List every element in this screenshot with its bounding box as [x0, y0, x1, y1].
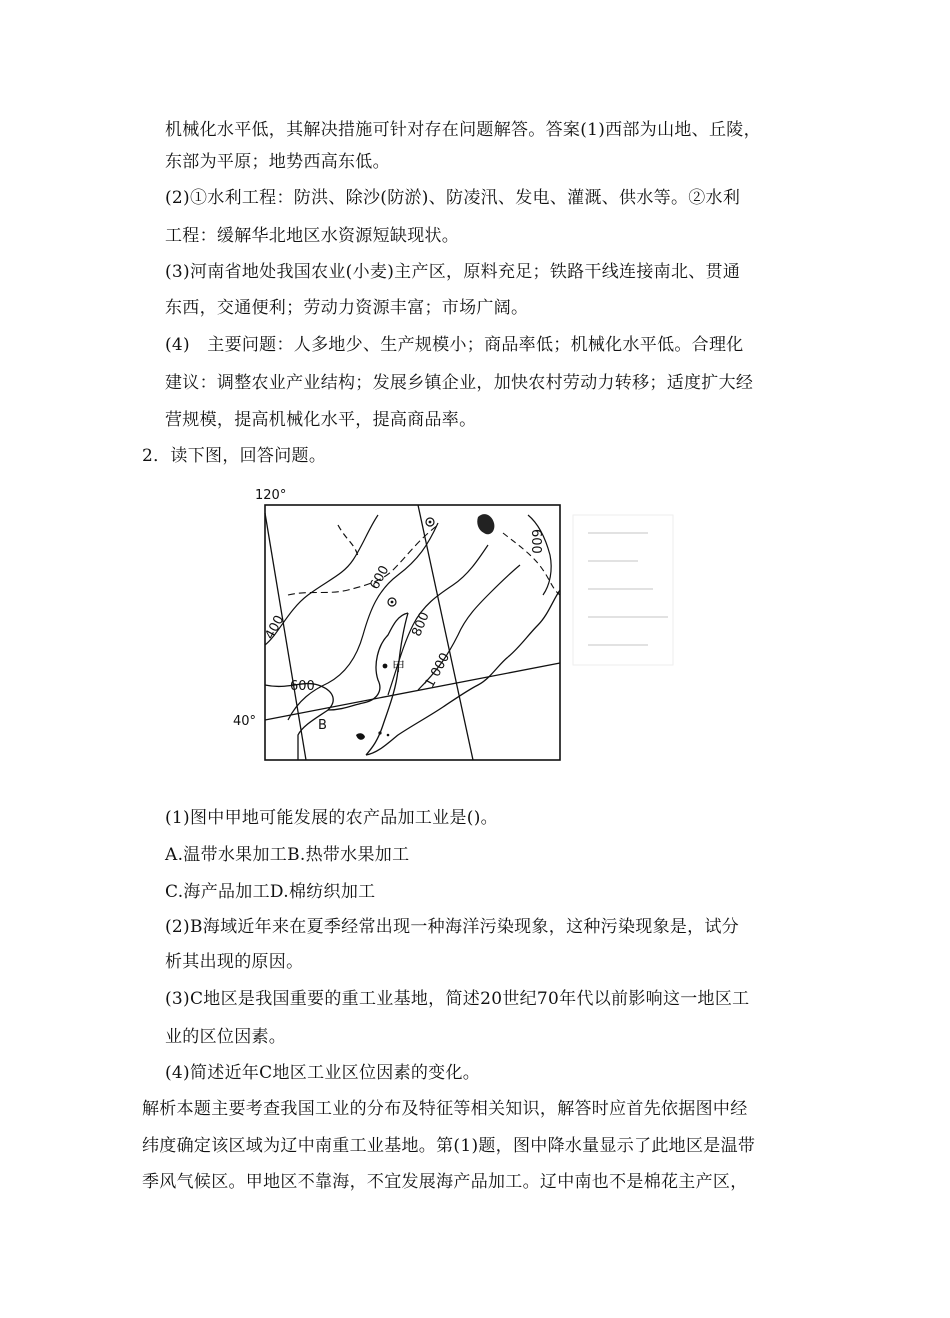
isoline-800-label: 800 — [409, 610, 433, 639]
coastline-liaodong-peninsula-west — [366, 613, 408, 755]
isoline-600-label-c: 600 — [528, 529, 543, 554]
text-line-8: 建议：调整农业产业结构；发展乡镇企业，加快农村劳动力转移；适度扩大经 — [165, 373, 754, 393]
question-2-2-line-2: 析其出现的原因。 — [165, 952, 304, 972]
point-jia — [383, 664, 388, 669]
text-line-1: 机械化水平低，其解决措施可针对存在问题解答。答案(1)西部为山地、丘陵， — [165, 120, 761, 140]
text-line-4: 工程：缓解华北地区水资源短缺现状。 — [165, 226, 460, 246]
isoline-600-east — [528, 515, 551, 595]
island-2 — [378, 731, 381, 734]
isoline-1000-label: 1 000 — [422, 650, 454, 691]
option-c-d: C.海产品加工D.棉纺织加工 — [165, 882, 376, 902]
isoline-600-label-b: 600 — [367, 563, 393, 593]
sea-b-label: B — [318, 718, 327, 733]
text-line-6: 东西，交通便利；劳动力资源丰富；市场广阔。 — [165, 298, 529, 318]
analysis-line-2: 纬度确定该区域为辽中南重工业基地。第(1)题，图中降水量显示了此地区是温带 — [142, 1136, 756, 1156]
text-line-2: 东部为平原；地势西高东低。 — [165, 152, 390, 172]
text-line-7: (4) 主要问题：人多地少、生产规模小；商品率低；机械化水平低。合理化 — [165, 335, 744, 355]
analysis-line-1: 解析本题主要考查我国工业的分布及特征等相关知识，解答时应首先依据图中经 — [142, 1099, 748, 1119]
text-line-9: 营规模，提高机械化水平，提高商品率。 — [165, 410, 477, 430]
question-2-3-line-1: (3)C地区是我国重要的重工业基地，简述20世纪70年代以前影响这一地区工 — [165, 989, 750, 1009]
border-dashed-1 — [338, 525, 358, 557]
isoline-600-label-a: 600 — [290, 679, 315, 694]
question-2-3-line-2: 业的区位因素。 — [165, 1027, 287, 1047]
lon-120-label: 120° — [255, 488, 287, 503]
text-line-3: (2)①水利工程：防洪、除沙(防淤)、防凌汛、发电、灌溉、供水等。②水利 — [165, 188, 741, 208]
question-2-1: (1)图中甲地可能发展的农产品加工业是()。 — [165, 808, 498, 828]
option-a-b: A.温带水果加工B.热带水果加工 — [165, 845, 410, 865]
map-figure — [228, 485, 708, 795]
text-line-5: (3)河南省地处我国农业(小麦)主产区，原料充足；铁路干线连接南北、贯通 — [165, 262, 741, 282]
analysis-line-3: 季风气候区。甲地区不靠海，不宜发展海产品加工。辽中南也不是棉花主产区， — [142, 1172, 748, 1192]
lat-40-label: 40° — [233, 714, 257, 729]
liaoning-map — [228, 485, 708, 795]
reservoir — [477, 514, 494, 534]
island-3 — [387, 734, 390, 737]
jia-label: 甲 — [392, 660, 406, 675]
isoline-400-label: 400 — [262, 612, 288, 642]
question-2-4: (4)简述近年C地区工业区位因素的变化。 — [165, 1063, 481, 1083]
question-2-2-line-1: (2)B海域近年来在夏季经常出现一种海洋污染现象，这种污染现象是，试分 — [165, 917, 740, 937]
question-2-heading: 2．读下图，回答问题。 — [142, 446, 327, 466]
coastline-east — [508, 590, 560, 657]
island-1 — [356, 733, 365, 740]
meridian-124 — [418, 505, 473, 760]
